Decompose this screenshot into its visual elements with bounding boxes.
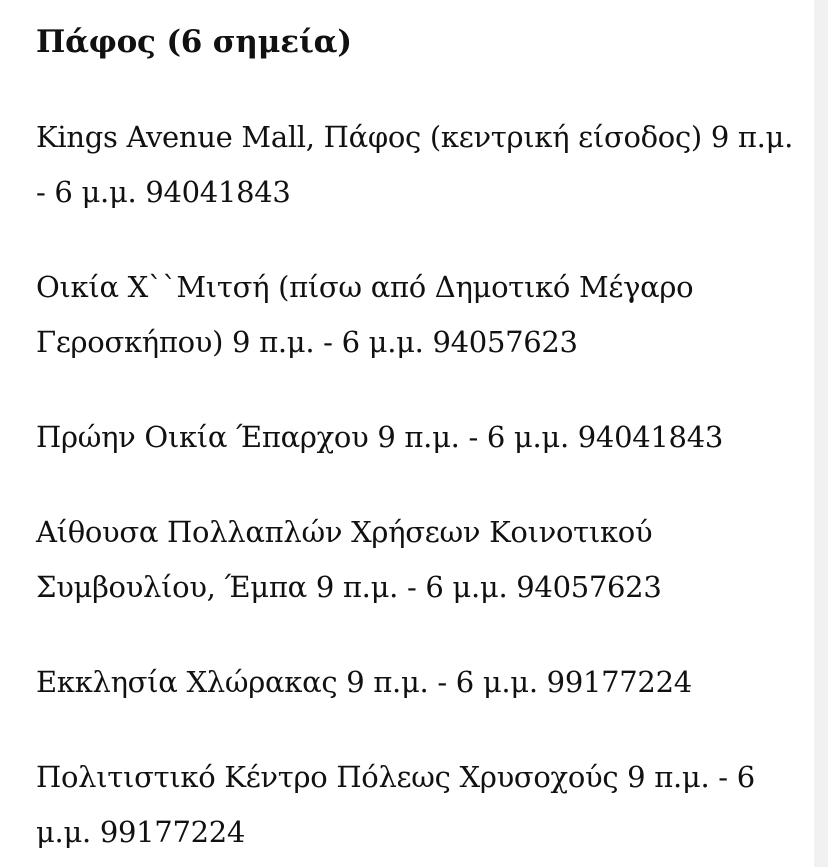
location-entry: Εκκλησία Χλώρακας 9 π.μ. - 6 μ.μ. 99177224 (36, 665, 692, 699)
article-body (36, 14, 806, 860)
location-entry: Αίθουσα Πολλαπλών Χρήσεων Κοινοτικού Συμβουλίου, Έμπα 9 π.μ. - 6 μ.μ. 94057623 (36, 515, 662, 604)
location-entry: Πολιτιστικό Κέντρο Πόλεως Χρυσοχούς 9 π.μ. - 6 μ.μ. 99177224 (36, 760, 755, 849)
location-entry: Πρώην Οικία Έπαρχου 9 π.μ. - 6 μ.μ. 94041843 (36, 420, 723, 454)
section-heading: Πάφος (6 σημεία) (36, 24, 352, 60)
location-entry: Οικία Χ``Μιτσή (πίσω από Δημοτικό Μέγαρο Γεροσκήπου) 9 π.μ. - 6 μ.μ. 94057623 (36, 270, 694, 359)
location-entry: Kings Avenue Mall, Πάφος (κεντρική είσοδος) 9 π.μ. - 6 μ.μ. 94041843 (36, 120, 794, 209)
page-edge (814, 0, 828, 867)
